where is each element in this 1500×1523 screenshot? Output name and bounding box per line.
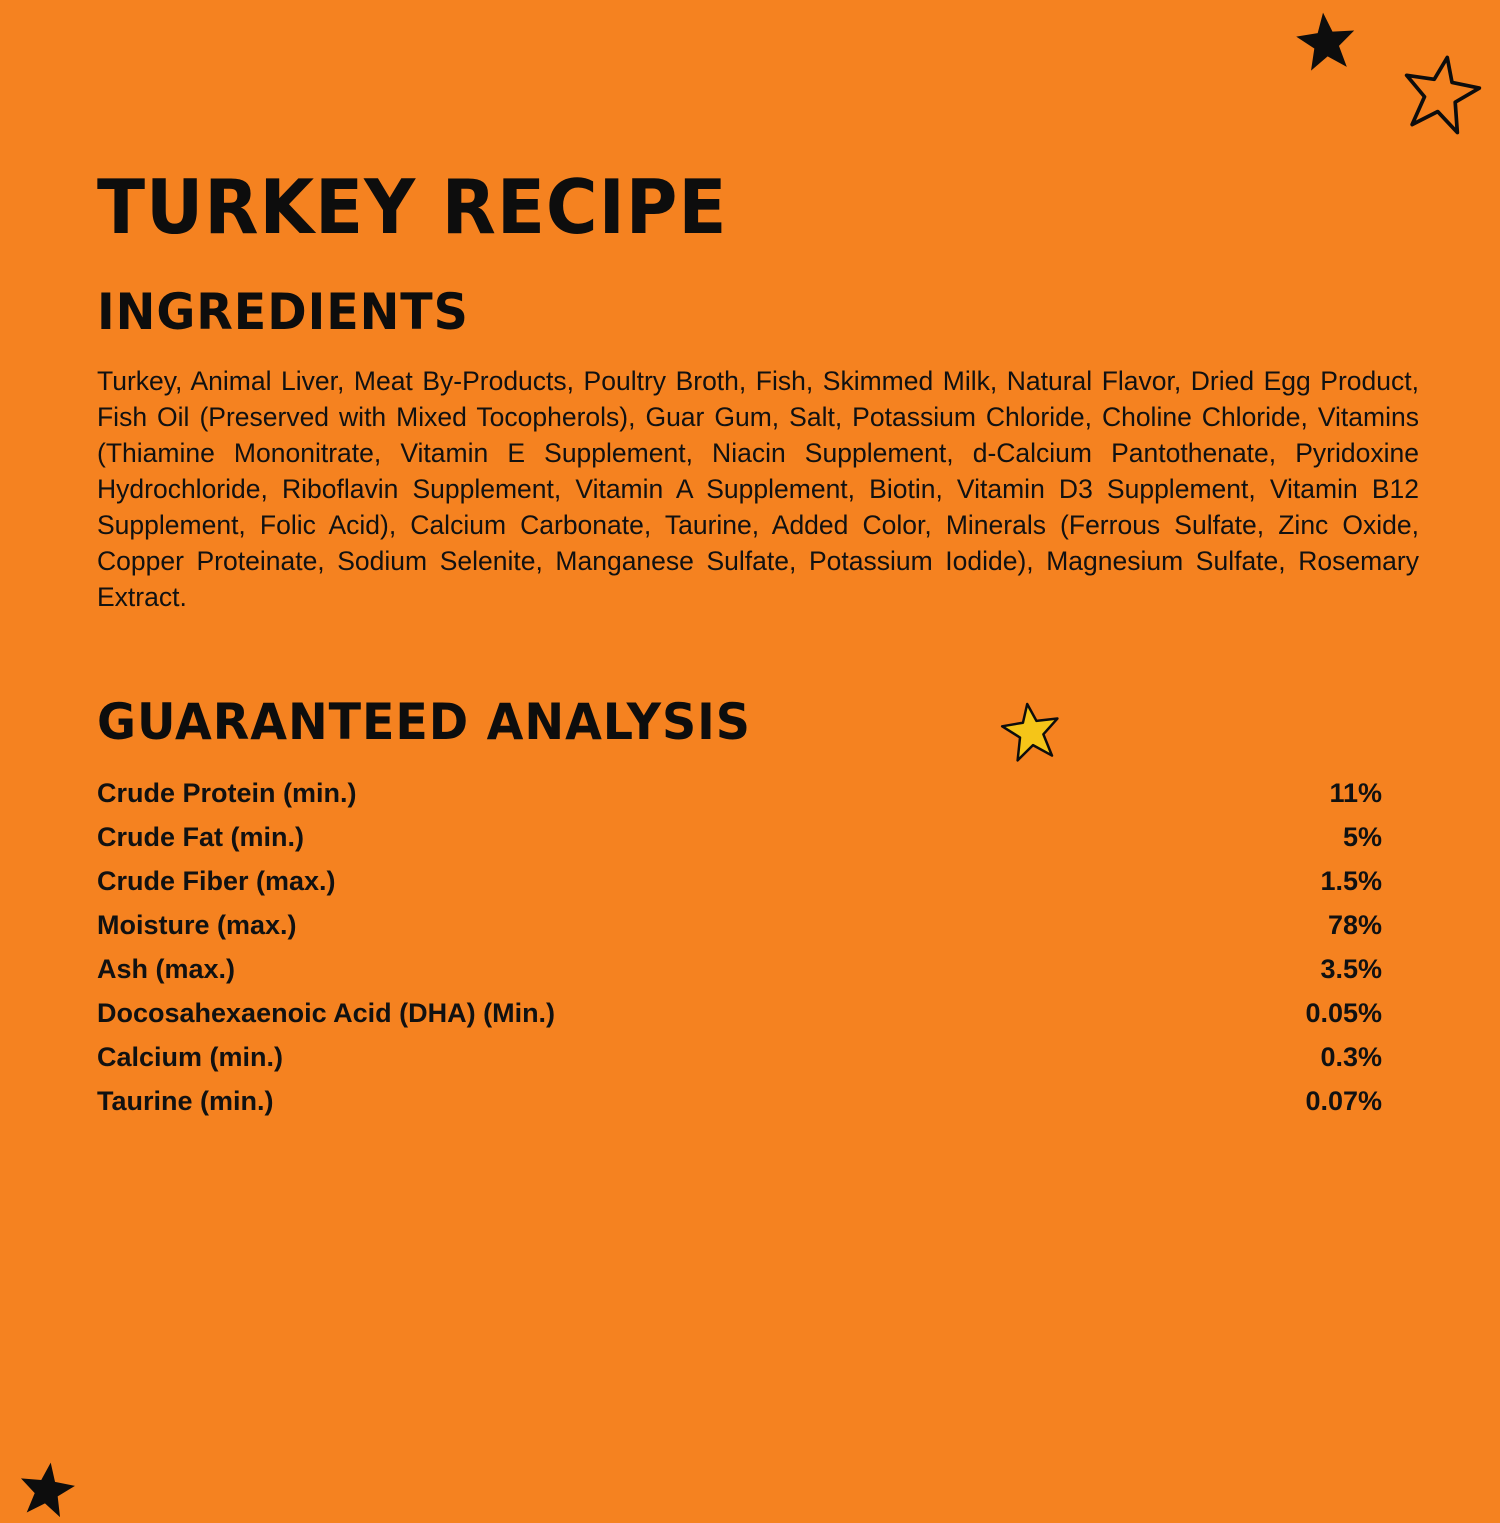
analysis-label: Taurine (min.) bbox=[97, 1085, 274, 1116]
analysis-label: Crude Fat (min.) bbox=[97, 821, 304, 852]
table-row bbox=[97, 815, 1382, 859]
table-row bbox=[97, 947, 1382, 991]
table-row bbox=[97, 771, 1382, 815]
analysis-label: Crude Protein (min.) bbox=[97, 777, 357, 808]
guaranteed-analysis-section bbox=[97, 693, 1417, 1123]
analysis-value: 11% bbox=[1329, 777, 1382, 808]
star-solid-top-right-icon bbox=[1295, 10, 1357, 77]
analysis-value: 78% bbox=[1327, 909, 1382, 940]
table-row bbox=[97, 859, 1382, 903]
analysis-value: 0.3% bbox=[1320, 1041, 1382, 1072]
analysis-label: Docosahexaenoic Acid (DHA) (Min.) bbox=[97, 997, 556, 1028]
label-content bbox=[97, 163, 1419, 1123]
analysis-value: 0.07% bbox=[1305, 1085, 1382, 1116]
analysis-label: Ash (max.) bbox=[97, 953, 236, 984]
table-row bbox=[97, 903, 1382, 947]
analysis-value: 5% bbox=[1342, 821, 1382, 852]
analysis-value: 3.5% bbox=[1320, 953, 1382, 984]
analysis-value: 1.5% bbox=[1320, 865, 1382, 896]
ingredients-heading: INGREDIENTS bbox=[97, 283, 469, 341]
ingredients-text: Turkey, Animal Liver, Meat By-Products, Poultry Broth, Fish, Skimmed Milk, Natural Flavor, Dried Egg Product, Fish Oil (Preserved with Mixed Tocopherols), Guar Gum, Salt, Potassium Chloride, Choline Chloride, Vitamins (Thiamine Mononitrate, Vitamin E Supplement, Niacin Supplement, d-Calcium Pantothenate, Pyridoxine Hydrochloride, Riboflavin Supplement, Vitamin A Supplement, Biotin, Vitamin D3 Supplement, Vitamin B12 Supplement, Folic Acid), Calcium Carbonate, Taurine, Added Color, Minerals (Ferrous Sulfate, Zinc Oxide, Copper Proteinate, Sodium Selenite, Manganese Sulfate, Potassium Iodide), Magnesium Sulfate, Rosemary Extract. bbox=[97, 366, 1419, 613]
page-title: TURKEY RECIPE bbox=[97, 163, 728, 251]
analysis-label: Moisture (max.) bbox=[97, 909, 297, 940]
table-row bbox=[97, 991, 1382, 1035]
analysis-label: Calcium (min.) bbox=[97, 1041, 284, 1072]
guaranteed-analysis-table bbox=[97, 771, 1382, 1123]
table-row bbox=[97, 1035, 1382, 1079]
analysis-label: Crude Fiber (max.) bbox=[97, 865, 336, 896]
guaranteed-analysis-heading: GUARANTEED ANALYSIS bbox=[97, 693, 751, 752]
table-row bbox=[97, 1079, 1382, 1123]
analysis-value: 0.05% bbox=[1305, 997, 1382, 1028]
star-solid-bottom-left-icon bbox=[18, 1460, 76, 1523]
star-outline-top-right-icon bbox=[1400, 50, 1482, 141]
